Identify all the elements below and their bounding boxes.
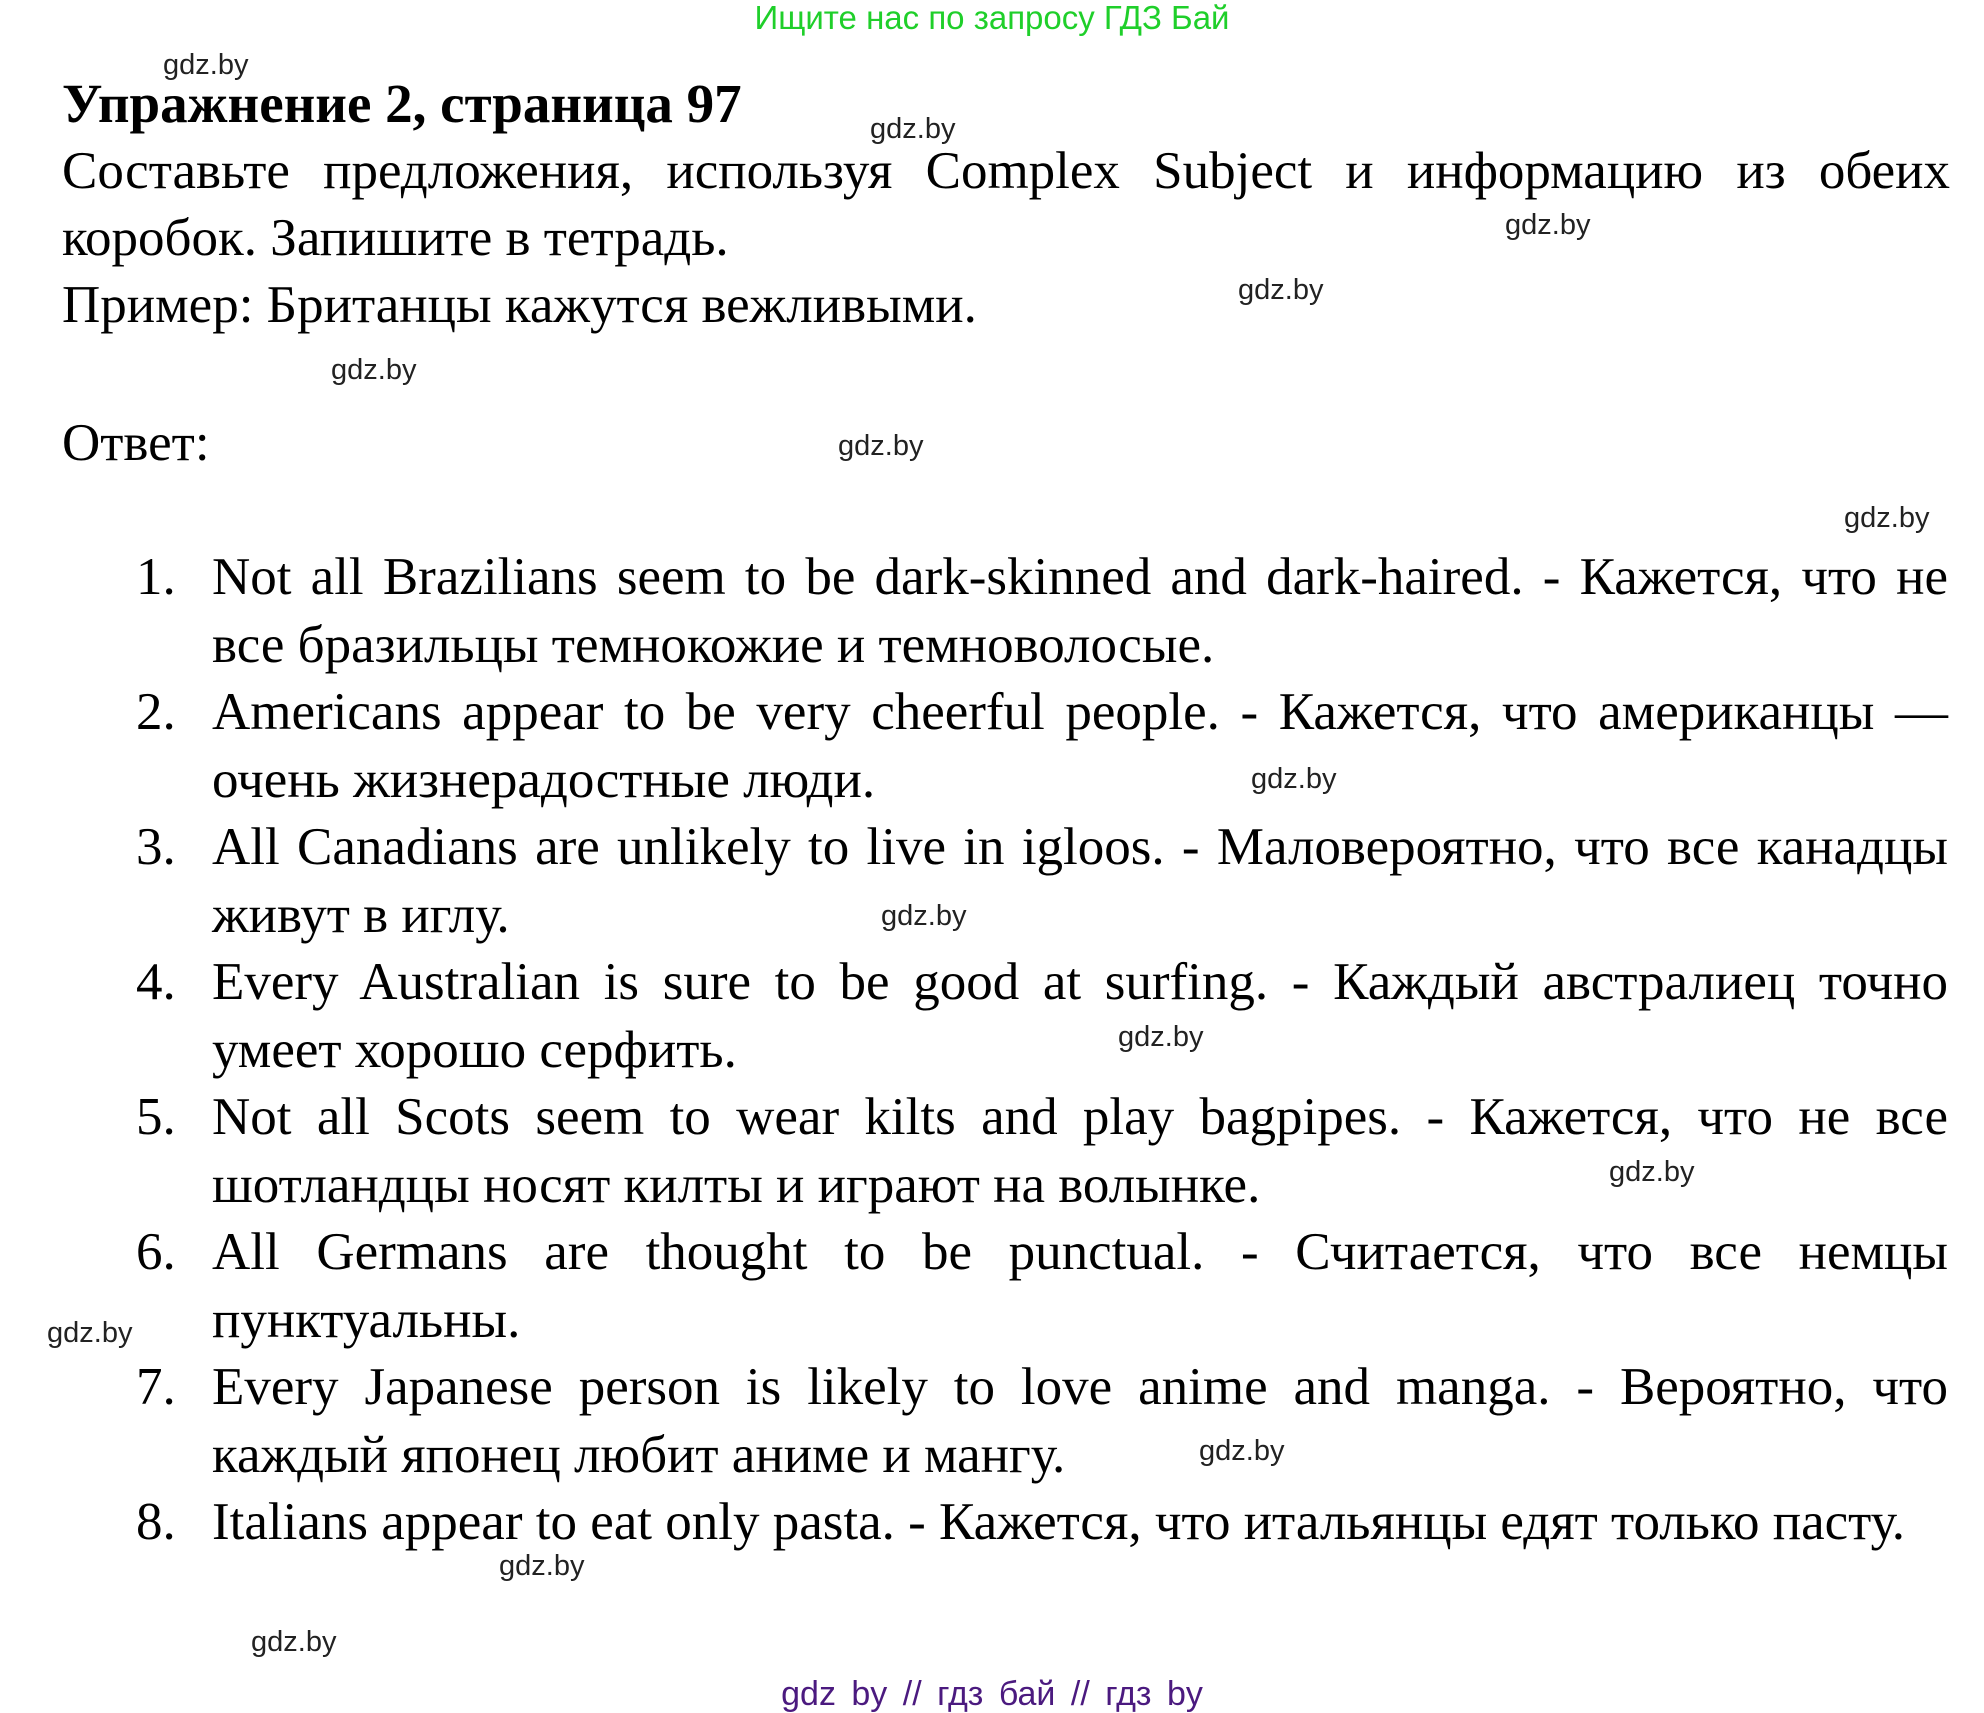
item-number: 1.: [136, 548, 176, 606]
list-item: [0, 1489, 1948, 1557]
list-item: [0, 1354, 1948, 1489]
watermark: gdz.by: [499, 1550, 585, 1582]
item-text: Every Japanese person is likely to love anime and manga. - Вероятно, что каждый японец любит аниме и мангу.: [212, 1358, 1948, 1484]
watermark: gdz.by: [1238, 274, 1324, 306]
search-banner: Ищите нас по запросу ГДЗ Бай: [754, 0, 1230, 36]
item-text: Italians appear to eat only pasta. - Кажется, что итальянцы едят только пасту.: [212, 1493, 1906, 1551]
item-text: Not all Brazilians seem to be dark-skinned and dark-haired. - Кажется, что не все бразильцы темнокожие и темноволосые.: [212, 548, 1948, 674]
watermark: gdz.by: [870, 113, 956, 145]
item-number: 6.: [136, 1223, 176, 1281]
answer-list: [0, 544, 1984, 1557]
item-number: 7.: [136, 1358, 176, 1416]
page-title: Упражнение 2, страница 97: [62, 73, 742, 134]
item-number: 2.: [136, 683, 176, 741]
watermark: gdz.by: [331, 354, 417, 386]
task-instructions: Составьте предложения, используя Complex Subject и информацию из обеих коробок. Запишите в тетрадь.: [62, 142, 1950, 267]
list-item: [0, 1084, 1948, 1219]
watermark: gdz.by: [1251, 763, 1337, 795]
watermark: gdz.by: [1118, 1021, 1204, 1053]
watermark: gdz.by: [251, 1626, 337, 1658]
watermark: gdz.by: [881, 900, 967, 932]
item-text: All Germans are thought to be punctual. - Считается, что все немцы пунктуальны.: [212, 1223, 1948, 1349]
list-item: [0, 679, 1948, 814]
watermark: gdz.by: [47, 1317, 133, 1349]
item-number: 3.: [136, 818, 176, 876]
answer-label: Ответ:: [62, 414, 210, 472]
watermark: gdz.by: [1505, 209, 1591, 241]
watermark: gdz.by: [838, 430, 924, 462]
watermark: gdz.by: [163, 49, 249, 81]
list-item: [0, 949, 1948, 1084]
watermark: gdz.by: [1199, 1435, 1285, 1467]
item-number: 5.: [136, 1088, 176, 1146]
item-text: Every Australian is sure to be good at surfing. - Каждый австралиец точно умеет хорошо серфить.: [212, 953, 1948, 1079]
list-item: [0, 1219, 1948, 1354]
watermark: gdz.by: [1609, 1156, 1695, 1188]
item-text: All Canadians are unlikely to live in igloos. - Маловероятно, что все канадцы живут в иглу.: [212, 818, 1948, 944]
watermark: gdz.by: [1844, 502, 1930, 534]
item-number: 8.: [136, 1493, 176, 1551]
item-text: Americans appear to be very cheerful people. - Кажется, что американцы — очень жизнерадостные люди.: [212, 683, 1948, 809]
list-item: [0, 544, 1948, 679]
item-number: 4.: [136, 953, 176, 1011]
item-text: Not all Scots seem to wear kilts and play bagpipes. - Кажется, что не все шотландцы носят килты и играют на волынке.: [212, 1088, 1948, 1214]
task-example: Пример: Британцы кажутся вежливыми.: [62, 276, 977, 334]
list-item: [0, 814, 1948, 949]
footer-links: gdz by // гдз бай // гдз by: [781, 1675, 1203, 1713]
